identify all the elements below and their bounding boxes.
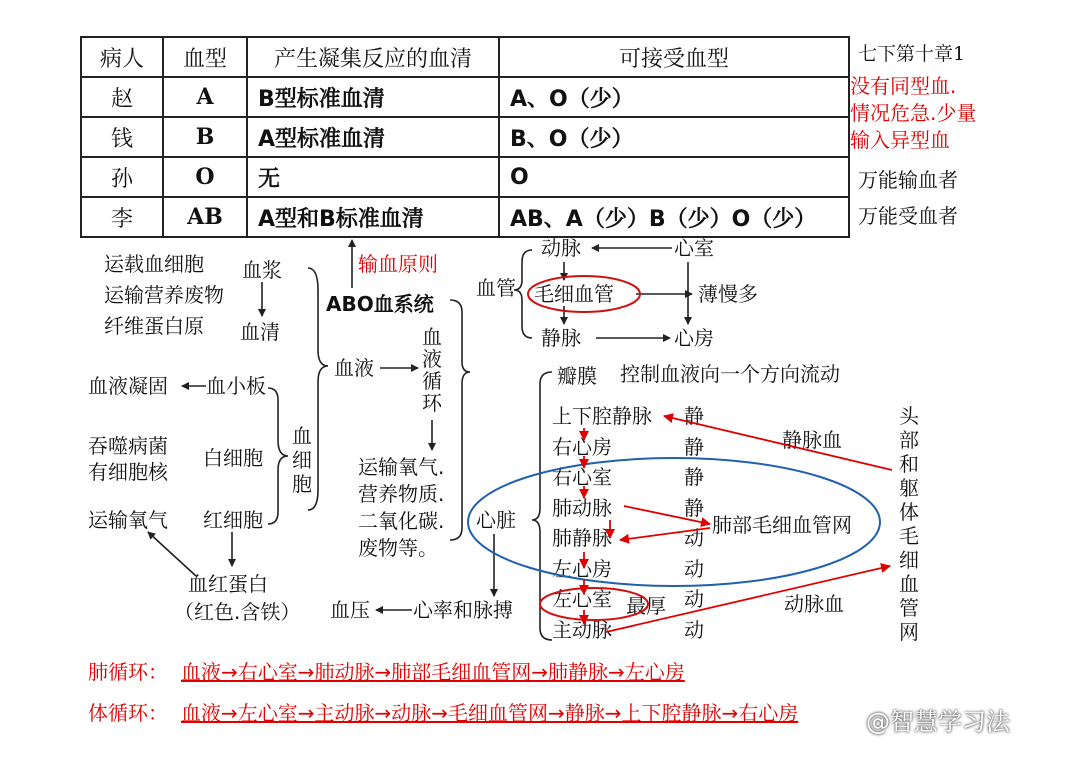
table-cell: O bbox=[499, 157, 849, 197]
note-line: 没有同型血. bbox=[850, 74, 957, 98]
table-header: 可接受血型 bbox=[499, 37, 849, 77]
heart-structure-item: 左心室 bbox=[552, 587, 612, 611]
function-line: 废物等。 bbox=[358, 536, 438, 560]
table-cell: 无 bbox=[247, 157, 499, 197]
valve-note: 控制血液向一个方向流动 bbox=[620, 362, 840, 386]
function-line: 二氧化碳. bbox=[358, 509, 445, 533]
capillary-label: 毛细血管 bbox=[534, 282, 614, 306]
table-header: 血型 bbox=[163, 37, 247, 77]
serum-label: 血清 bbox=[240, 320, 280, 344]
heart-structure-item: 肺静脉 bbox=[552, 526, 612, 550]
pulmonary-loop-path: 血液→右心室→肺动脉→肺部毛细血管网→肺静脉→左心房 bbox=[181, 660, 685, 684]
plasma-function: 纤维蛋白原 bbox=[104, 314, 204, 338]
function-line: 运输氧气. bbox=[358, 455, 445, 479]
table-cell: A、O（少） bbox=[499, 77, 849, 117]
hemoglobin-note: （红色.含铁） bbox=[174, 600, 301, 624]
plasma-label: 血浆 bbox=[242, 258, 282, 282]
rbc-label: 红细胞 bbox=[203, 508, 263, 532]
blood-label: 血液 bbox=[334, 356, 374, 380]
arterial-blood-label: 动脉血 bbox=[784, 592, 844, 616]
blood-type-marker: 动 bbox=[684, 617, 704, 642]
lung-capillary-label: 肺部毛细血管网 bbox=[712, 513, 852, 537]
universal-recipient-label: 万能受血者 bbox=[858, 204, 958, 228]
heart-structure-item: 主动脉 bbox=[552, 617, 612, 642]
blood-type-marker: 静 bbox=[684, 465, 704, 489]
table-header: 病人 bbox=[81, 37, 163, 77]
thickest-label: 最厚 bbox=[626, 594, 666, 618]
platelet-label: 血小板 bbox=[206, 374, 266, 398]
blood-type-marker: 静 bbox=[684, 404, 704, 428]
chapter-label: 七下第十章1 bbox=[858, 43, 966, 65]
heart-rate-label: 心率和脉搏 bbox=[413, 598, 513, 622]
table-cell: 孙 bbox=[81, 157, 163, 197]
table-cell: A型标准血清 bbox=[247, 117, 499, 157]
abo-label: ABO血系统 bbox=[326, 292, 434, 316]
body-capillary-label: 头 部 和 躯 体 毛 细 血 管 网 bbox=[899, 404, 919, 644]
heart-structure-item: 右心室 bbox=[552, 465, 612, 489]
ventricle-label: 心室 bbox=[674, 236, 714, 260]
table-cell: O bbox=[163, 157, 247, 197]
heart-structure-item: 左心房 bbox=[552, 556, 612, 581]
heart-structure-item: 肺动脉 bbox=[552, 495, 612, 520]
table-cell: A型和B标准血清 bbox=[247, 197, 499, 237]
valve-label: 瓣膜 bbox=[557, 364, 597, 388]
wbc-function: 有细胞核 bbox=[88, 460, 168, 484]
wbc-label: 白细胞 bbox=[203, 446, 263, 470]
table-cell: B、O（少） bbox=[499, 117, 849, 157]
table-header: 产生凝集反应的血清 bbox=[247, 37, 499, 77]
heart-label: 心脏 bbox=[476, 508, 516, 532]
note-line: 情况危急.少量 bbox=[850, 101, 977, 125]
pulmonary-loop-label: 肺循环： bbox=[88, 660, 168, 684]
clotting-label: 血液凝固 bbox=[88, 374, 168, 398]
heart-structure-item: 右心房 bbox=[552, 434, 612, 459]
heart-structure-item: 上下腔静脉 bbox=[552, 404, 652, 428]
systemic-loop-path: 血液→左心室→主动脉→动脉→毛细血管网→静脉→上下腔静脉→右心房 bbox=[181, 701, 799, 725]
plasma-function: 运输营养废物 bbox=[104, 283, 224, 307]
atrium-label: 心房 bbox=[674, 326, 714, 350]
plasma-function: 运载血细胞 bbox=[104, 252, 204, 276]
blood-type-marker: 动 bbox=[684, 587, 704, 611]
table-cell: 赵 bbox=[81, 77, 163, 117]
table-cell: AB bbox=[163, 197, 247, 237]
vessels-label: 血管 bbox=[476, 276, 516, 300]
table-cell: AB、A（少）B（少）O（少） bbox=[499, 197, 849, 237]
blood-type-marker: 动 bbox=[684, 556, 704, 581]
transfusion-rule-label: 输血原则 bbox=[358, 252, 438, 276]
artery-label: 动脉 bbox=[541, 236, 581, 260]
systemic-loop-label: 体循环： bbox=[88, 701, 168, 725]
note-line: 输入异型血 bbox=[850, 128, 950, 152]
watermark: @智慧学习法 bbox=[866, 708, 1010, 736]
hemoglobin-label: 血红蛋白 bbox=[188, 572, 268, 596]
rbc-function: 运输氧气 bbox=[88, 508, 168, 532]
venous-blood-label: 静脉血 bbox=[782, 428, 842, 452]
blood-pressure-label: 血压 bbox=[330, 598, 370, 622]
table-cell: 李 bbox=[81, 197, 163, 237]
universal-donor-label: 万能输血者 bbox=[858, 168, 958, 192]
vein-label: 静脉 bbox=[541, 326, 581, 350]
blood-type-marker: 动 bbox=[684, 526, 704, 550]
table-cell: B bbox=[163, 117, 247, 157]
capillary-note: 薄慢多 bbox=[698, 282, 758, 306]
circulation-label: 血 液 循 环 bbox=[422, 325, 442, 415]
blood-type-marker: 静 bbox=[684, 434, 704, 459]
blood-cells-label: 血 细 胞 bbox=[292, 424, 312, 496]
table-cell: 钱 bbox=[81, 117, 163, 157]
table-cell: B型标准血清 bbox=[247, 77, 499, 117]
table-cell: A bbox=[163, 77, 247, 117]
wbc-function: 吞噬病菌 bbox=[88, 434, 168, 458]
function-line: 营养物质. bbox=[358, 482, 445, 506]
blood-type-marker: 静 bbox=[684, 495, 704, 520]
